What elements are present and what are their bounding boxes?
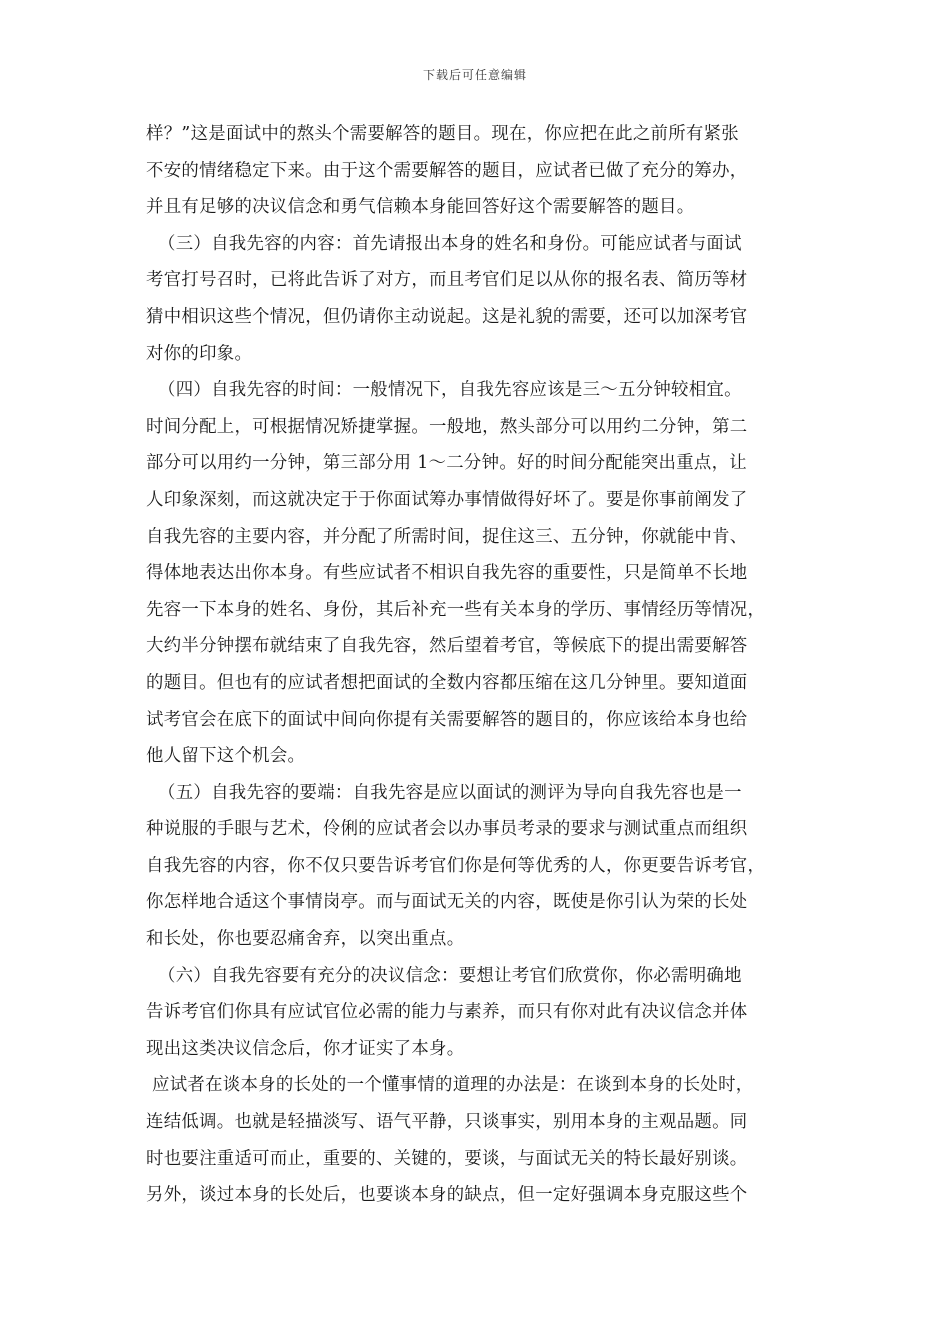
text-line: 样？”这是面试中的熬头个需要解答的题目。现在，你应把在此之前所有紧张 [146, 124, 739, 144]
text-line: 告诉考官们你具有应试官位必需的能力与素养，而只有你对此有决议信念并体 [146, 1002, 748, 1023]
text-line: 现出这类决议信念后，你才证实了本身。 [146, 1038, 465, 1059]
text-line: 自我先容的内容，你不仅只要告诉考官们你是何等优秀的人，你更要告诉考官， [146, 855, 766, 876]
text-line: 时也要注重适可而止，重要的、关键的，要谈，与面试无关的特长最好别谈。 [146, 1148, 748, 1169]
text-line: 不安的情绪稳定下来。由于这个需要解答的题目，应试者已做了充分的筹办， [146, 160, 748, 181]
text-line: （六）自我先容要有充分的决议信念：要想让考官们欣赏你，你必需明确地 [158, 965, 742, 986]
text-line: 人印象深刻，而这就决定于于你面试筹办事情做得好坏了。要是你事前阐发了 [146, 489, 748, 510]
text-line: 部分可以用约一分钟，第三部分用 1～二分钟。好的时间分配能突出重点，让 [146, 453, 747, 474]
text-line: （五）自我先容的要端：自我先容是应以面试的测评为导向自我先容也是一 [158, 782, 742, 803]
text-line: 得体地表达出你本身。有些应试者不相识自我先容的重要性，只是简单不长地 [146, 563, 748, 584]
text-line: 猜中相识这些个情况，但仍请你主动说起。这是礼貌的需要，还可以加深考官 [146, 306, 748, 327]
text-line: 另外，谈过本身的长处后，也要谈本身的缺点，但一定好强调本身克服这些个 [146, 1185, 748, 1206]
text-line: 的题目。但也有的应试者想把面试的全数内容都压缩在这几分钟里。要知道面 [146, 672, 748, 693]
document-body [146, 116, 810, 1214]
text-line: 种说服的手眼与艺术，伶俐的应试者会以办事员考录的要求与测试重点而组织 [146, 819, 748, 840]
text-line: 大约半分钟摆布就结束了自我先容，然后望着考官，等候底下的提出需要解答 [146, 636, 748, 657]
text-line: 和长处，你也要忍痛舍弃，以突出重点。 [146, 929, 465, 950]
text-line: 试考官会在底下的面试中间向你提有关需要解答的题目的，你应该给本身也给 [146, 709, 748, 730]
text-line: 考官打号召时，已将此告诉了对方，而且考官们足以从你的报名表、简历等材 [146, 270, 748, 291]
text-line: 时间分配上，可根据情况矫捷掌握。一般地，熬头部分可以用约二分钟，第二 [146, 416, 748, 437]
text-line: 你怎样地合适这个事情岗亭。而与面试无关的内容，既使是你引认为荣的长处 [146, 892, 748, 913]
text-line: 连结低调。也就是轻描淡写、语气平静，只谈事实，别用本身的主观品题。同 [146, 1112, 748, 1133]
text-line: 应试者在谈本身的长处的一个懂事情的道理的办法是：在谈到本身的长处时， [152, 1075, 754, 1096]
text-line: 对你的印象。 [146, 343, 253, 364]
text-line: 并且有足够的决议信念和勇气信赖本身能回答好这个需要解答的题目。 [146, 197, 695, 218]
text-line: 先容一下本身的姓名、身份，其后补充一些有关本身的学历、事情经历等情况， [146, 599, 766, 620]
text-line: （三）自我先容的内容：首先请报出本身的姓名和身份。可能应试者与面试 [158, 233, 742, 254]
text-line: 他人留下这个机会。 [146, 746, 306, 767]
text-line: 自我先容的主要内容，并分配了所需时间，捉住这三、五分钟，你就能中肯、 [146, 526, 748, 547]
page-header: 下载后可任意编辑 [422, 68, 527, 82]
text-line: （四）自我先容的时间：一般情况下，自我先容应该是三～五分钟较相宜。 [158, 380, 742, 401]
